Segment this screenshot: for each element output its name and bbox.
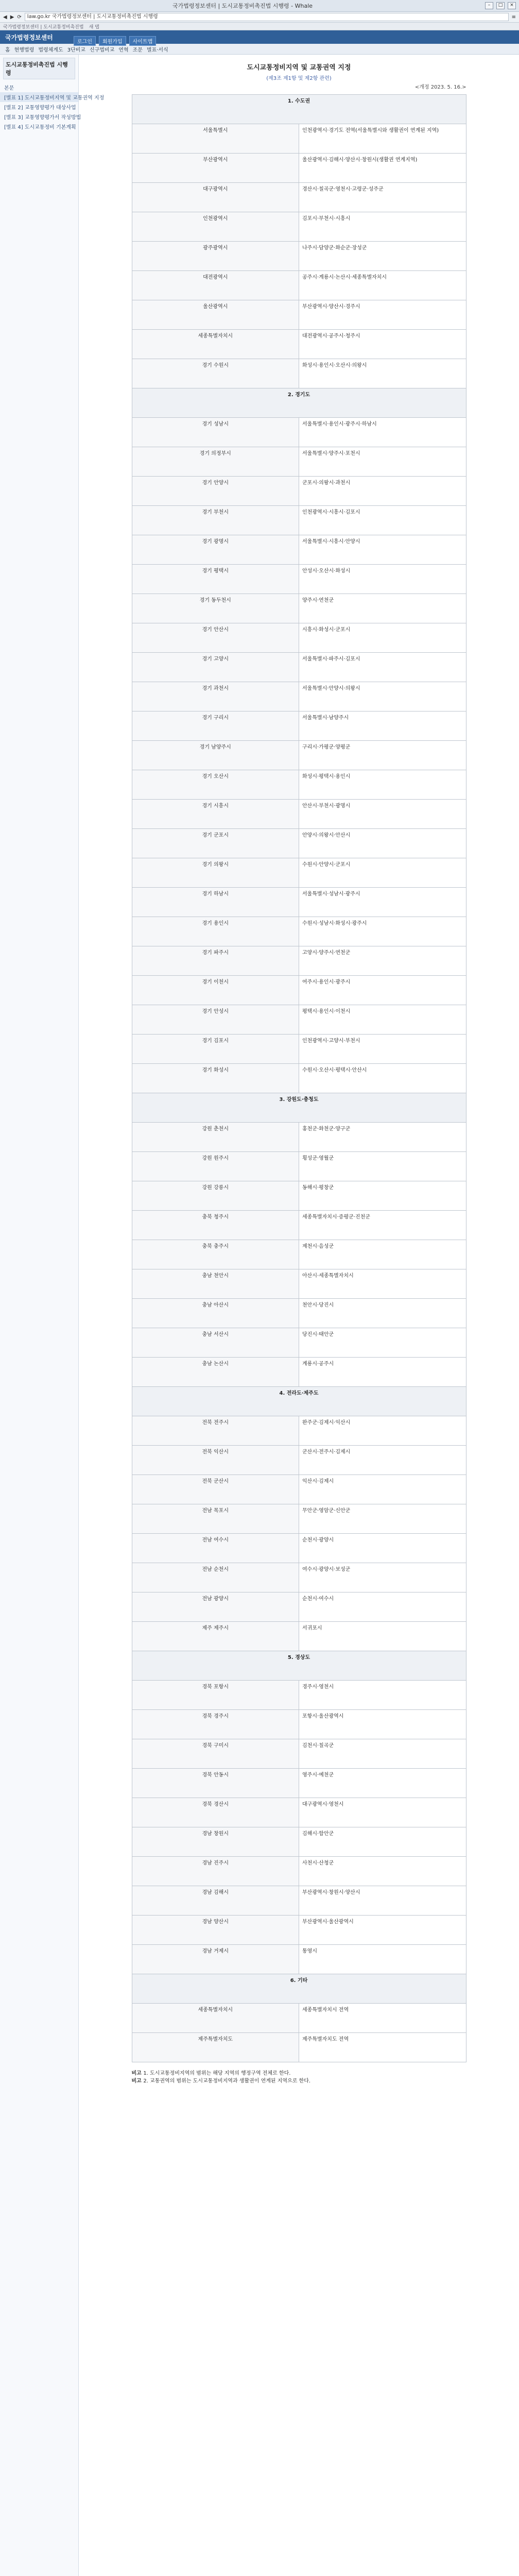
area-cell: 영주시·예천군 — [299, 1769, 466, 1798]
area-cell: 순천시·여수시 — [299, 1592, 466, 1622]
table-row — [132, 418, 466, 447]
region-cell: 경남 창원시 — [132, 1827, 299, 1857]
area-cell: 울산광역시·김해시·양산시·창원시(생활권 연계지역) — [299, 154, 466, 183]
table-row — [132, 623, 466, 653]
region-cell: 전남 여수시 — [132, 1534, 299, 1563]
page-subtitle: (제3조 제1항 및 제2항 관련) — [266, 76, 332, 81]
table-row — [132, 1123, 466, 1152]
table-row — [132, 1181, 466, 1211]
region-cell: 강원 원주시 — [132, 1152, 299, 1181]
region-cell: 경기 안양시 — [132, 477, 299, 506]
table-row — [132, 829, 466, 858]
table-row — [132, 1798, 466, 1827]
area-cell: 안양시·의왕시·안산시 — [299, 829, 466, 858]
region-cell: 제주특별자치도 — [132, 2033, 299, 2062]
region-cell: 경기 시흥시 — [132, 800, 299, 829]
region-cell: 전북 전주시 — [132, 1416, 299, 1446]
region-cell: 경기 김포시 — [132, 1035, 299, 1064]
footnote-label: 비고 — [131, 2071, 144, 2076]
maximize-icon[interactable]: □ — [496, 2, 505, 9]
document — [132, 62, 466, 2085]
footnote — [132, 2077, 466, 2085]
table-row — [132, 1005, 466, 1035]
region-cell: 충남 서산시 — [132, 1328, 299, 1358]
region-cell: 경남 거제시 — [132, 1945, 299, 1974]
region-cell: 충남 천안시 — [132, 1269, 299, 1299]
region-cell: 전남 광양시 — [132, 1592, 299, 1622]
subnav-law-tree[interactable]: 법령체계도 — [38, 47, 63, 53]
tab-0[interactable]: 국가법령정보센터 | 도시교통정비촉진법 — [3, 24, 84, 30]
table-row — [132, 1035, 466, 1064]
table-section-header: 6. 기타 — [132, 1974, 466, 2004]
area-cell: 수원시·안양시·군포시 — [299, 858, 466, 888]
login-button[interactable]: 로그인 — [74, 36, 96, 46]
region-cell: 경기 남양주시 — [132, 741, 299, 770]
area-cell: 평택시·용인시·이천시 — [299, 1005, 466, 1035]
region-cell: 전남 목포시 — [132, 1504, 299, 1534]
region-cell: 경기 하남시 — [132, 888, 299, 917]
region-cell: 경남 진주시 — [132, 1857, 299, 1886]
area-cell: 수원시·성남시·화성시·광주시 — [299, 917, 466, 946]
table-row — [132, 1945, 466, 1974]
footnote-text: 1. 도시교통정비지역의 범위는 해당 지역의 행정구역 전체로 한다. — [143, 2071, 291, 2076]
area-cell: 홍천군·화천군·양구군 — [299, 1123, 466, 1152]
table-row — [132, 1622, 466, 1651]
table-row — [132, 770, 466, 800]
table-row — [132, 594, 466, 623]
area-cell: 안성시·오산시·화성시 — [299, 565, 466, 594]
table-row — [132, 653, 466, 682]
region-cell: 경기 부천시 — [132, 506, 299, 535]
region-cell: 충남 논산시 — [132, 1358, 299, 1387]
sidebar-header: 도시교통정비촉진법 시행령 — [3, 58, 75, 79]
table-section-row — [132, 1974, 466, 2004]
area-cell: 부산광역시·양산시·경주시 — [299, 300, 466, 330]
area-cell: 서울특별시·성남시·광주시 — [299, 888, 466, 917]
table-section-header: 3. 강원도·충청도 — [132, 1093, 466, 1123]
table-row — [132, 1739, 466, 1769]
sidebar-item[interactable]: 본문 — [4, 86, 14, 91]
table-section-row — [132, 1093, 466, 1123]
area-cell: 군포시·의왕시·과천시 — [299, 477, 466, 506]
table-row — [132, 1358, 466, 1387]
designation-table-body — [132, 95, 466, 2062]
area-cell: 부산광역시·창원시·양산시 — [299, 1886, 466, 1916]
table-row — [132, 711, 466, 741]
table-section-row — [132, 388, 466, 418]
area-cell: 무안군·영암군·신안군 — [299, 1504, 466, 1534]
window-title: 국가법령정보센터 | 도시교통정비촉진법 시행령 - Whale — [172, 3, 313, 9]
table-row — [132, 976, 466, 1005]
menu-icon[interactable]: ≡ — [511, 14, 516, 20]
url-input[interactable]: law.go.kr 국가법령정보센터 | 도시교통정비촉진법 시행령 — [25, 13, 509, 21]
table-row — [132, 682, 466, 711]
sidebar-item[interactable]: [별표 2] 교통영향평가 대상사업 — [4, 105, 76, 111]
area-cell: 구리시·가평군·양평군 — [299, 741, 466, 770]
table-row — [132, 2033, 466, 2062]
table-row — [132, 1769, 466, 1798]
table-row — [132, 183, 466, 212]
designation-table — [132, 94, 466, 2062]
table-row — [132, 1827, 466, 1857]
area-cell: 세종특별자치시·증평군·진천군 — [299, 1211, 466, 1240]
sitemap-button[interactable]: 사이트맵 — [129, 36, 157, 46]
area-cell: 나주시·담양군·화순군·장성군 — [299, 242, 466, 271]
table-row — [132, 741, 466, 770]
area-cell: 서울특별시·시흥시·안양시 — [299, 535, 466, 565]
area-cell: 김해시·함안군 — [299, 1827, 466, 1857]
subnav-forms[interactable]: 별표·서식 — [146, 47, 168, 53]
table-row — [132, 1534, 466, 1563]
region-cell: 경기 군포시 — [132, 829, 299, 858]
table-row — [132, 1064, 466, 1093]
area-cell: 아산시·세종특별자치시 — [299, 1269, 466, 1299]
table-row — [132, 565, 466, 594]
table-row — [132, 1916, 466, 1945]
table-row — [132, 300, 466, 330]
forward-icon[interactable]: ▶ — [10, 14, 14, 20]
area-cell: 통영시 — [299, 1945, 466, 1974]
region-cell: 경기 용인시 — [132, 917, 299, 946]
region-cell: 전남 순천시 — [132, 1563, 299, 1592]
table-section-header: 2. 경기도 — [132, 388, 466, 418]
table-section-header: 4. 전라도·제주도 — [132, 1387, 466, 1416]
area-cell: 고양시·양주시·연천군 — [299, 946, 466, 976]
area-cell: 화성시·용인시·오산시·의왕시 — [299, 359, 466, 388]
address-bar — [0, 12, 519, 23]
region-cell: 경기 안산시 — [132, 623, 299, 653]
minimize-icon[interactable]: – — [485, 2, 493, 9]
footnote-label: 비고 — [131, 2078, 144, 2084]
region-cell: 경북 경주시 — [132, 1710, 299, 1739]
reload-icon[interactable]: ⟳ — [17, 14, 22, 20]
table-row — [132, 946, 466, 976]
table-row — [132, 330, 466, 359]
area-cell: 시흥시·화성시·군포시 — [299, 623, 466, 653]
table-row — [132, 124, 466, 154]
table-row — [132, 1211, 466, 1240]
area-cell: 김포시·부천시·시흥시 — [299, 212, 466, 242]
area-cell: 인천광역시·고양시·부천시 — [299, 1035, 466, 1064]
area-cell: 서울특별시·안양시·의왕시 — [299, 682, 466, 711]
revision-note: <개정 2023. 5. 16.> — [414, 84, 466, 90]
region-cell: 경북 안동시 — [132, 1769, 299, 1798]
table-row — [132, 1328, 466, 1358]
sidebar-item[interactable]: [별표 4] 도시교통정비 기본계획 — [4, 125, 76, 130]
region-cell: 경남 김해시 — [132, 1886, 299, 1916]
region-cell: 경기 안성시 — [132, 1005, 299, 1035]
subnav-history[interactable]: 연혁 — [118, 47, 129, 53]
table-row — [132, 1563, 466, 1592]
region-cell: 경기 오산시 — [132, 770, 299, 800]
back-icon[interactable]: ◀ — [3, 14, 7, 20]
region-cell: 전북 군산시 — [132, 1475, 299, 1504]
region-cell: 경기 의왕시 — [132, 858, 299, 888]
region-cell: 경기 구리시 — [132, 711, 299, 741]
table-row — [132, 359, 466, 388]
region-cell: 대구광역시 — [132, 183, 299, 212]
region-cell: 충남 아산시 — [132, 1299, 299, 1328]
table-section-row — [132, 95, 466, 124]
subnav-article[interactable]: 조문 — [132, 47, 143, 53]
region-cell: 경기 동두천시 — [132, 594, 299, 623]
sidebar-item-active[interactable]: [별표 1] 도시교통정비지역 및 교통권역 지정 — [0, 92, 78, 102]
area-cell: 공주시·계룡시·논산시·세종특별자치시 — [299, 271, 466, 300]
region-cell: 강원 춘천시 — [132, 1123, 299, 1152]
area-cell: 경산시·칠곡군·영천시·고령군·성주군 — [299, 183, 466, 212]
area-cell: 화성시·평택시·용인시 — [299, 770, 466, 800]
subnav-compare[interactable]: 신구법비교 — [89, 47, 115, 53]
region-cell: 충북 충주시 — [132, 1240, 299, 1269]
area-cell: 사천시·산청군 — [299, 1857, 466, 1886]
table-row — [132, 1240, 466, 1269]
region-cell: 경기 광명시 — [132, 535, 299, 565]
area-cell: 서울특별시·용인시·광주시·하남시 — [299, 418, 466, 447]
area-cell: 군산시·전주시·김제시 — [299, 1446, 466, 1475]
region-cell: 울산광역시 — [132, 300, 299, 330]
site-header — [0, 30, 519, 44]
table-row — [132, 1681, 466, 1710]
table-row — [132, 212, 466, 242]
area-cell: 익산시·김제시 — [299, 1475, 466, 1504]
area-cell: 포항시·울산광역시 — [299, 1710, 466, 1739]
area-cell: 완주군·김제시·익산시 — [299, 1416, 466, 1446]
footnote — [132, 2070, 466, 2077]
region-cell: 경북 구미시 — [132, 1739, 299, 1769]
region-cell: 경기 이천시 — [132, 976, 299, 1005]
region-cell: 경기 화성시 — [132, 1064, 299, 1093]
table-row — [132, 1416, 466, 1446]
close-icon[interactable]: × — [508, 2, 516, 9]
sidebar-item[interactable]: [별표 3] 교통영향평가서 작성방법 — [4, 115, 81, 121]
subnav-home[interactable]: 홈 — [5, 47, 10, 53]
area-cell: 양주시·연천군 — [299, 594, 466, 623]
table-row — [132, 271, 466, 300]
table-row — [132, 917, 466, 946]
region-cell: 경기 평택시 — [132, 565, 299, 594]
area-cell: 동해시·평창군 — [299, 1181, 466, 1211]
region-cell: 세종특별자치시 — [132, 330, 299, 359]
page-title: 도시교통정비지역 및 교통권역 지정 — [247, 64, 351, 72]
region-cell: 경남 양산시 — [132, 1916, 299, 1945]
document-pane — [79, 55, 519, 2576]
region-cell: 경북 경산시 — [132, 1798, 299, 1827]
region-cell: 경기 고양시 — [132, 653, 299, 682]
area-cell: 서귀포시 — [299, 1622, 466, 1651]
area-cell: 제주특별자치도 전역 — [299, 2033, 466, 2062]
area-cell: 인천광역시·경기도 전역(서울특별시와 생활권이 연계된 지역) — [299, 124, 466, 154]
region-cell: 경기 과천시 — [132, 682, 299, 711]
table-row — [132, 447, 466, 477]
window-titlebar — [0, 0, 519, 12]
table-row — [132, 535, 466, 565]
table-row — [132, 1152, 466, 1181]
region-cell: 충북 청주시 — [132, 1211, 299, 1240]
area-cell: 서울특별시·양주시·포천시 — [299, 447, 466, 477]
table-section-header: 5. 경상도 — [132, 1651, 466, 1681]
region-cell: 경기 파주시 — [132, 946, 299, 976]
area-cell: 횡성군·영월군 — [299, 1152, 466, 1181]
table-row — [132, 2004, 466, 2033]
region-cell: 경북 포항시 — [132, 1681, 299, 1710]
area-cell: 여주시·용인시·광주시 — [299, 976, 466, 1005]
region-cell: 세종특별자치시 — [132, 2004, 299, 2033]
table-row — [132, 1475, 466, 1504]
area-cell: 계룡시·공주시 — [299, 1358, 466, 1387]
region-cell: 강원 강릉시 — [132, 1181, 299, 1211]
area-cell: 순천시·광양시 — [299, 1534, 466, 1563]
signup-button[interactable]: 회원가입 — [99, 36, 126, 46]
area-cell: 대구광역시·영천시 — [299, 1798, 466, 1827]
region-cell: 경기 의정부시 — [132, 447, 299, 477]
area-cell: 인천광역시·시흥시·김포시 — [299, 506, 466, 535]
region-cell: 대전광역시 — [132, 271, 299, 300]
area-cell: 안산시·부천시·광명시 — [299, 800, 466, 829]
table-row — [132, 1886, 466, 1916]
table-row — [132, 1269, 466, 1299]
table-row — [132, 800, 466, 829]
region-cell: 부산광역시 — [132, 154, 299, 183]
area-cell: 경주시·영천시 — [299, 1681, 466, 1710]
region-cell: 경기 수원시 — [132, 359, 299, 388]
area-cell: 수원시·오산시·평택시·안산시 — [299, 1064, 466, 1093]
table-row — [132, 858, 466, 888]
table-row — [132, 1710, 466, 1739]
region-cell: 제주 제주시 — [132, 1622, 299, 1651]
area-cell: 김천시·칠곡군 — [299, 1739, 466, 1769]
table-row — [132, 1504, 466, 1534]
region-cell: 경기 성남시 — [132, 418, 299, 447]
table-row — [132, 506, 466, 535]
table-row — [132, 1299, 466, 1328]
area-cell: 당진시·태안군 — [299, 1328, 466, 1358]
region-cell: 전북 익산시 — [132, 1446, 299, 1475]
table-row — [132, 477, 466, 506]
content-area — [0, 55, 519, 2576]
table-row — [132, 1446, 466, 1475]
sidebar — [0, 55, 105, 2576]
area-cell: 서울특별시·파주시·김포시 — [299, 653, 466, 682]
area-cell: 천안시·당진시 — [299, 1299, 466, 1328]
table-section-row — [132, 1651, 466, 1681]
subnav-current-law[interactable]: 현행법령 — [14, 47, 34, 53]
region-cell: 인천광역시 — [132, 212, 299, 242]
table-row — [132, 1857, 466, 1886]
subnav-three-way[interactable]: 3단비교 — [67, 47, 85, 53]
area-cell: 대전광역시·공주시·청주시 — [299, 330, 466, 359]
area-cell: 서울특별시·남양주시 — [299, 711, 466, 741]
area-cell: 부산광역시·울산광역시 — [299, 1916, 466, 1945]
area-cell: 세종특별자치시 전역 — [299, 2004, 466, 2033]
table-row — [132, 888, 466, 917]
area-cell: 제천시·음성군 — [299, 1240, 466, 1269]
footnotes — [132, 2070, 466, 2085]
table-section-row — [132, 1387, 466, 1416]
table-row — [132, 242, 466, 271]
table-row — [132, 154, 466, 183]
region-cell: 서울특별시 — [132, 124, 299, 154]
region-cell: 광주광역시 — [132, 242, 299, 271]
table-row — [132, 1592, 466, 1622]
site-logo[interactable]: 국가법령정보센터 — [5, 33, 53, 41]
table-section-header: 1. 수도권 — [132, 95, 466, 124]
tab-1[interactable]: 새 탭 — [89, 24, 99, 30]
area-cell: 여수시·광양시·보성군 — [299, 1563, 466, 1592]
footnote-text: 2. 교통권역의 범위는 도시교통정비지역과 생활권이 연계된 지역으로 한다. — [143, 2078, 311, 2084]
